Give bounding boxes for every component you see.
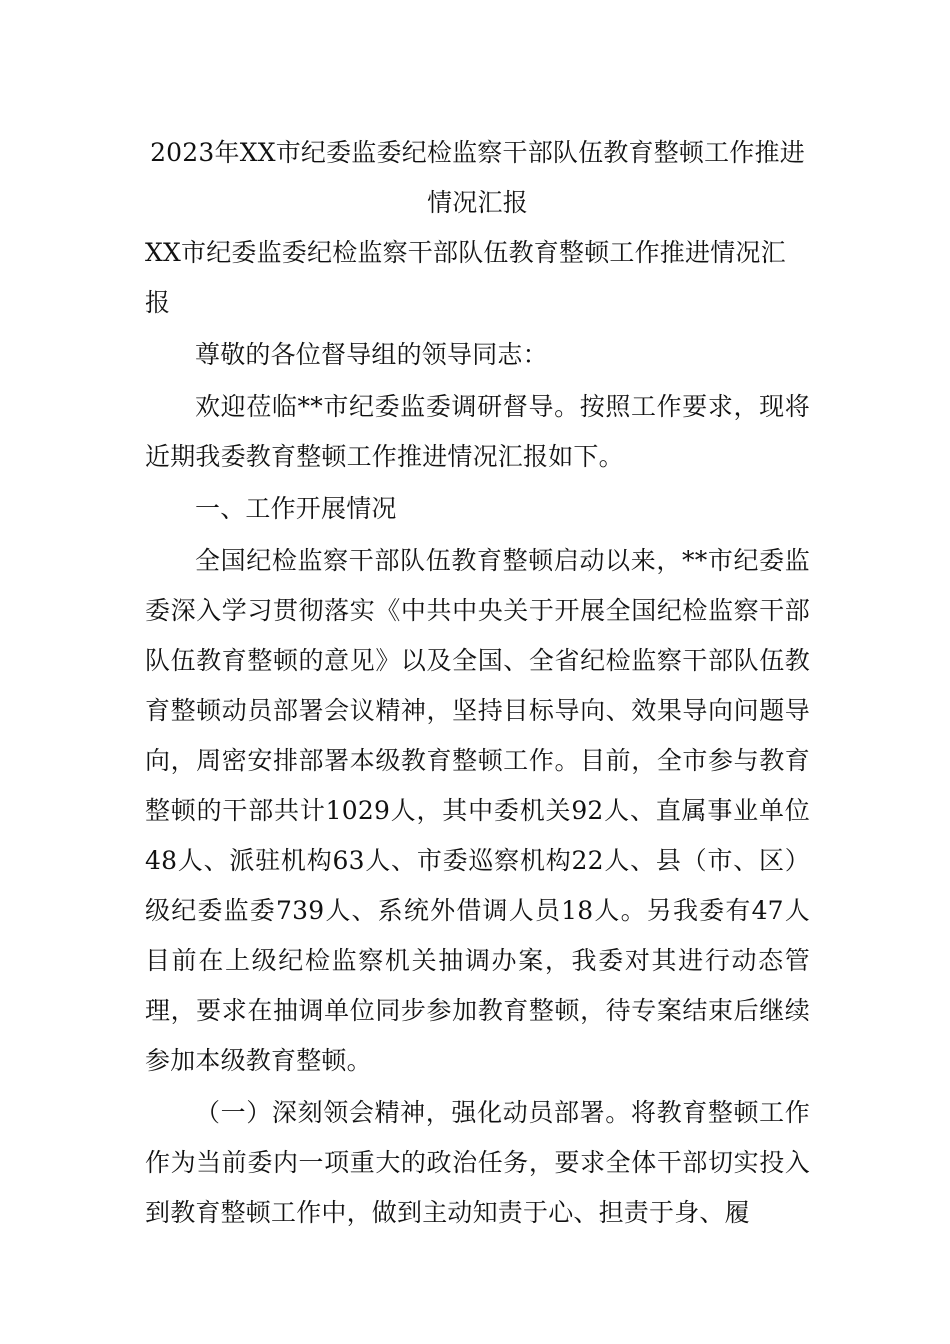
- salutation: 尊敬的各位督导组的领导同志：: [195, 340, 548, 369]
- paragraph-work-overview: 全国纪检监察干部队伍教育整顿启动以来，**市纪委监委深入学习贯彻落实《中共中央关于开展全国纪检监察干部队伍教育整顿的意见》以及全国、全省纪检监察干部队伍教育整顿动员部署会议精神，坚持目标导向、效果导向问题导向，周密安排部署本级教育整顿工作。目前，全市参与教育整顿的干部共计1029人，其中委机关92人、直属事业单位48人、派驻机构63人、市委巡察机构22人、县（市、区）级纪委监委739人、系统外借调人员18人。另我委有47人目前在上级纪检监察机关抽调办案，我委对其进行动态管理，要求在抽调单位同步参加教育整顿，待专案结束后继续参加本级教育整顿。: [145, 546, 810, 1075]
- document-title: 2023年XX市纪委监委纪检监察干部队伍教育整顿工作推进情况汇报: [150, 138, 805, 217]
- document-subtitle: XX市纪委监委纪检监察干部队伍教育整顿工作推进情况汇报: [145, 238, 786, 317]
- section-heading-1: 一、工作开展情况: [195, 494, 397, 523]
- document-body: [145, 128, 810, 1238]
- paragraph-intro: 欢迎莅临**市纪委监委调研督导。按照工作要求，现将近期我委教育整顿工作推进情况汇报如下。: [145, 392, 810, 471]
- paragraph-subsection-1: （一）深刻领会精神，强化动员部署。将教育整顿工作作为当前委内一项重大的政治任务，要求全体干部切实投入到教育整顿工作中，做到主动知责于心、担责于身、履: [145, 1098, 810, 1227]
